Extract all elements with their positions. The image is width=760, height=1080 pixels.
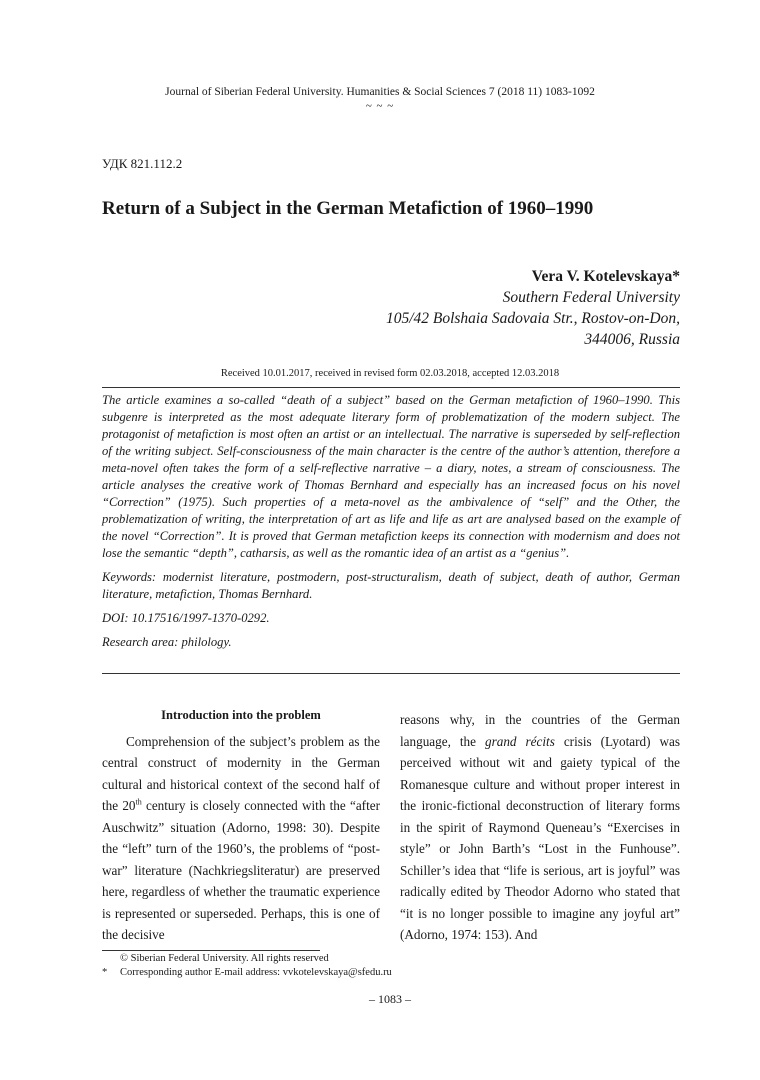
abstract-text: The article examines a so-called “death of a subject” based on the German metafiction of 1960–1990. This subgenre is interpreted as the most adequate literary form of problematization of the modern subject. The protagonist of metafiction is most often an artist or an intellectual. The narrative is superseded by self-reflection of the writing subject. Self-consciousness of the main character is the centre of the author’s attention, therefore a meta-novel often takes the form of a self-reflective narrative – a diary, notes, a stream of consciousness. The article analyses the creative work of Thomas Bernhard and especially has an increased focus on his novel “Correction” (1975). Such properties of a meta-novel as the ambivalence of “self” and the Other, the problematization of writing, the interpretation of art as life and life as art are analysed based on the example of the novel “Correction”. It is proved that German metafiction keeps its connection with modernism and does not lose the semantic “depth”, catharsis, as well as the romantic idea of an artist as a “genius”. (102, 393, 680, 560)
footnotes (102, 952, 392, 980)
copyright-footnote: © Siberian Federal University. All rights reserved (120, 953, 329, 964)
body-column-left (102, 705, 380, 946)
udc-code: УДК 821.112.2 (102, 156, 183, 171)
body-paragraph (102, 731, 380, 946)
asterisk-mark: * (102, 967, 108, 978)
footnote-rule (102, 950, 320, 951)
superscript: th (135, 797, 142, 807)
author-name: Vera V. Kotelevskaya* (531, 268, 680, 285)
body-text: reasons why, in the countries of the German language, the (400, 712, 680, 749)
corresponding-email: Corresponding author E-mail address: vvkotelevskaya@sfedu.ru (120, 967, 392, 978)
doi: DOI: 10.17516/1997-1370-0292. (102, 611, 270, 625)
keywords: Keywords: modernist literature, postmodern, post-structuralism, death of subject, death of author, German literature, metafiction, Thomas Bernhard. (102, 570, 680, 601)
article-title: Return of a Subject in the German Metafiction of 1960–1990 (102, 198, 594, 219)
abstract-top-rule (102, 387, 680, 388)
journal-header: Journal of Siberian Federal University. Humanities & Social Sciences 7 (2018 11) 1083-1092 (165, 86, 595, 98)
author-postcode: 344006, Russia (584, 331, 680, 348)
body-paragraph (400, 709, 680, 946)
received-dates: Received 10.01.2017, received in revised form 02.03.2018, accepted 12.03.2018 (220, 368, 560, 379)
body-column-right (400, 709, 680, 946)
section-heading: Introduction into the problem (161, 708, 321, 722)
author-affiliation: Southern Federal University (502, 289, 680, 306)
body-text: century is closely connected with the “after Auschwitz” situation (Adorno, 1998: 30). Despite the “left” turn of the 1960’s, the problems of “post-war” literature (Nachkriegsliteratur) are preserved here, regardless of whether the traumatic experience is represented or superseded. Perhaps, this is one of the decisive (102, 798, 380, 942)
body-text: crisis (Lyotard) was perceived without wit and gaiety typical of the Romanesque culture and without proper interest in the ironic-fictional deconstruction of literary forms in the spirit of Raymond Queneau’s “Exercises in style” or John Barth’s “Lost in the Funhouse”. Schiller’s idea that “life is serious, art is joyful” was radically edited by Theodor Adorno who stated that “it is no longer possible to imagine any joyful art” (Adorno, 1974: 153). And (400, 733, 680, 942)
header-ornament: ~ ~ ~ (365, 100, 395, 112)
abstract-bottom-rule (102, 673, 680, 674)
body-text: Comprehension of the subject’s problem as the central construct of modernity in the German cultural and historical context of the second half of the 20 (102, 733, 380, 813)
author-address: 105/42 Bolshaia Sadovaia Str., Rostov-on-Don, (385, 310, 680, 327)
abstract-block (102, 392, 680, 651)
page-number: – 1083 – (369, 992, 411, 1006)
corresponding-footnote (102, 966, 392, 980)
author-block (386, 266, 680, 350)
body-emphasis: grand récits (485, 733, 555, 749)
research-area: Research area: philology. (102, 635, 232, 649)
